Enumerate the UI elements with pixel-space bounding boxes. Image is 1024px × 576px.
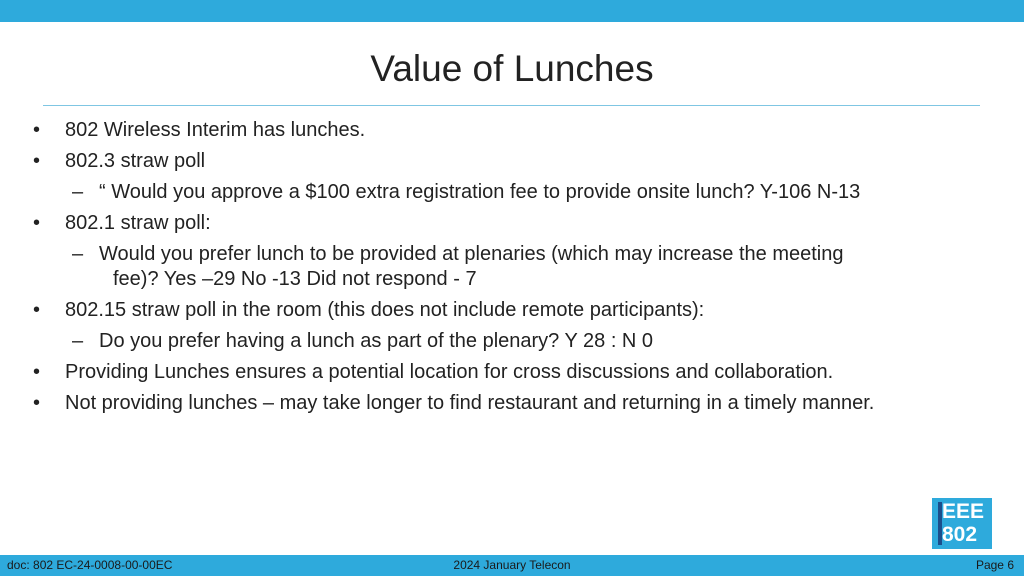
title-divider xyxy=(43,105,980,106)
sub-bullet-item: – “ Would you approve a $100 extra registration fee to provide onsite lunch? Y-106 N-13 xyxy=(0,177,1000,208)
logo-text-top: EEE xyxy=(942,500,985,523)
bullet-item: • 802 Wireless Interim has lunches. xyxy=(0,115,1000,146)
logo-text-bottom: 802 xyxy=(942,523,978,546)
footer-event: 2024 January Telecon xyxy=(453,558,571,572)
bullet-item: • 802.3 straw poll xyxy=(0,146,1000,177)
footer-doc-id: doc: 802 EC-24-0008-00-00EC xyxy=(7,558,173,572)
sub-bullet-item: – Do you prefer having a lunch as part of the plenary? Y 28 : N 0 xyxy=(0,326,1000,357)
slide-footer xyxy=(0,555,1024,576)
bullet-item: • 802.1 straw poll: xyxy=(0,208,1000,239)
slide-body xyxy=(0,115,1000,419)
sub-bullet-line: Would you prefer lunch to be provided at plenaries (which may increase the meeting xyxy=(99,243,844,265)
bullet-item: • 802.15 straw poll in the room (this does not include remote participants): xyxy=(0,295,1000,326)
sub-bullet-line-continued: fee)? Yes –29 No -13 Did not respond - 7 xyxy=(113,268,477,290)
slide-title: Value of Lunches xyxy=(370,48,654,89)
bullet-item: • Providing Lunches ensures a potential location for cross discussions and collaboration. xyxy=(0,357,1000,388)
ieee-802-logo xyxy=(932,498,992,549)
sub-bullet-item xyxy=(0,239,1000,295)
footer-page-number: Page 6 xyxy=(975,558,1014,572)
top-accent-bar xyxy=(0,0,1024,22)
bullet-item: • Not providing lunches – may take longer to find restaurant and returning in a timely manner. xyxy=(0,388,1000,419)
